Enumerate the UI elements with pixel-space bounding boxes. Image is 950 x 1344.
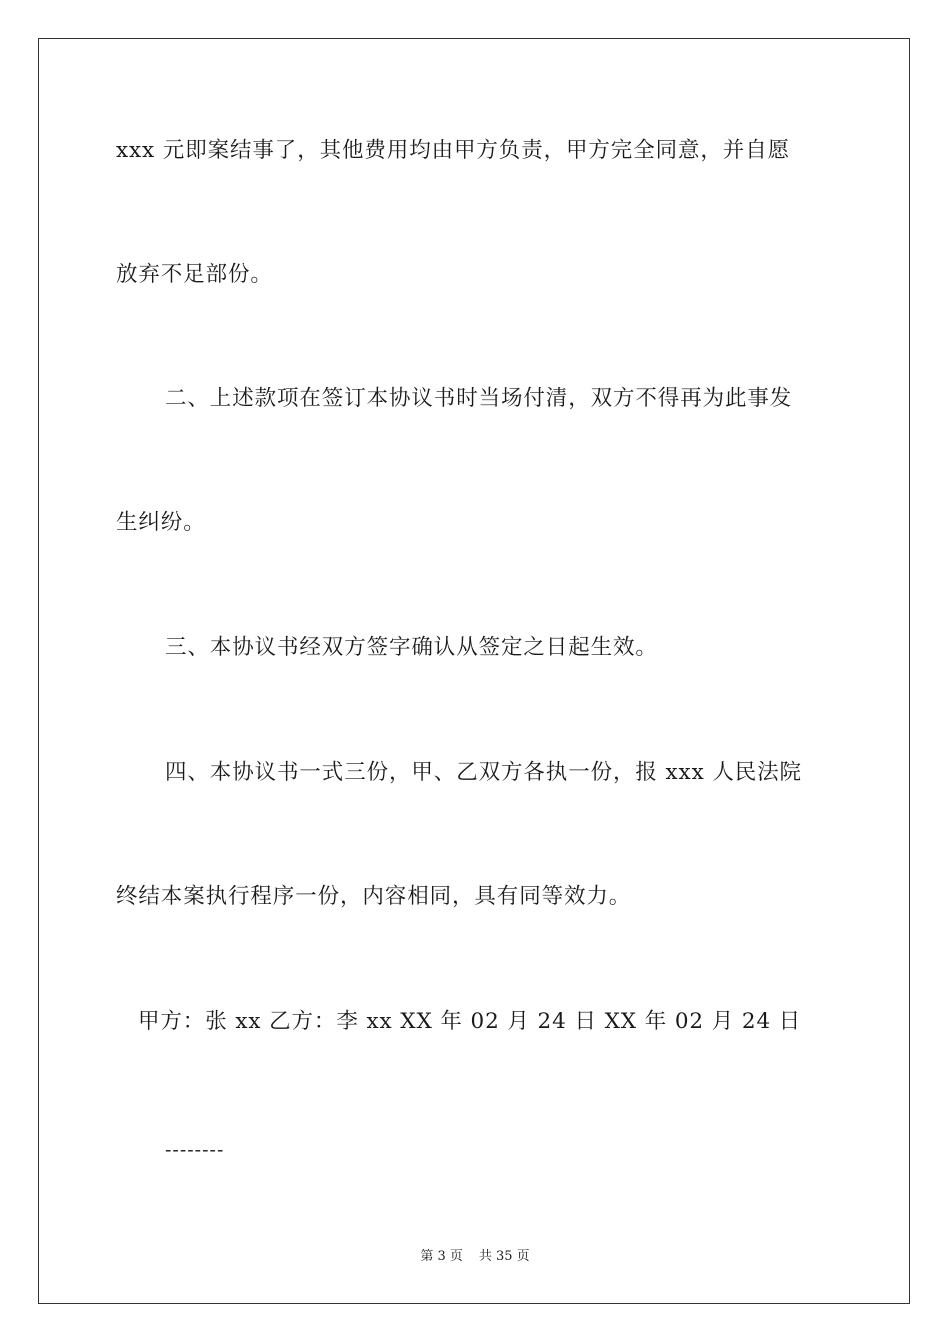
signature-line: 甲方：张 xx 乙方：李 xx XX 年 02 月 24 日 XX 年 02 月 24 日 <box>138 1009 802 1034</box>
clause-four-line-2: 终结本案执行程序一份，内容相同，具有同等效力。 <box>116 884 632 909</box>
paragraph-line-1: xxx 元即案结事了，其他费用均由甲方负责，甲方完全同意，并自愿 <box>116 138 791 163</box>
page-number: 第 3 页 <box>420 1249 463 1264</box>
clause-two-line-1: 二、上述款项在签订本协议书时当场付清，双方不得再为此事发 <box>165 386 793 411</box>
page-border <box>38 38 910 1304</box>
separator-dashes: -------- <box>165 1139 225 1161</box>
page-footer <box>0 1248 950 1266</box>
paragraph-line-2: 放弃不足部份。 <box>116 262 273 287</box>
clause-four-line-1: 四、本协议书一式三份，甲、乙双方各执一份，报 xxx 人民法院 <box>165 760 802 785</box>
page-total: 共 35 页 <box>478 1249 530 1264</box>
clause-three-line: 三、本协议书经双方签字确认从签定之日起生效。 <box>165 635 658 660</box>
clause-two-line-2: 生纠纷。 <box>116 510 206 535</box>
